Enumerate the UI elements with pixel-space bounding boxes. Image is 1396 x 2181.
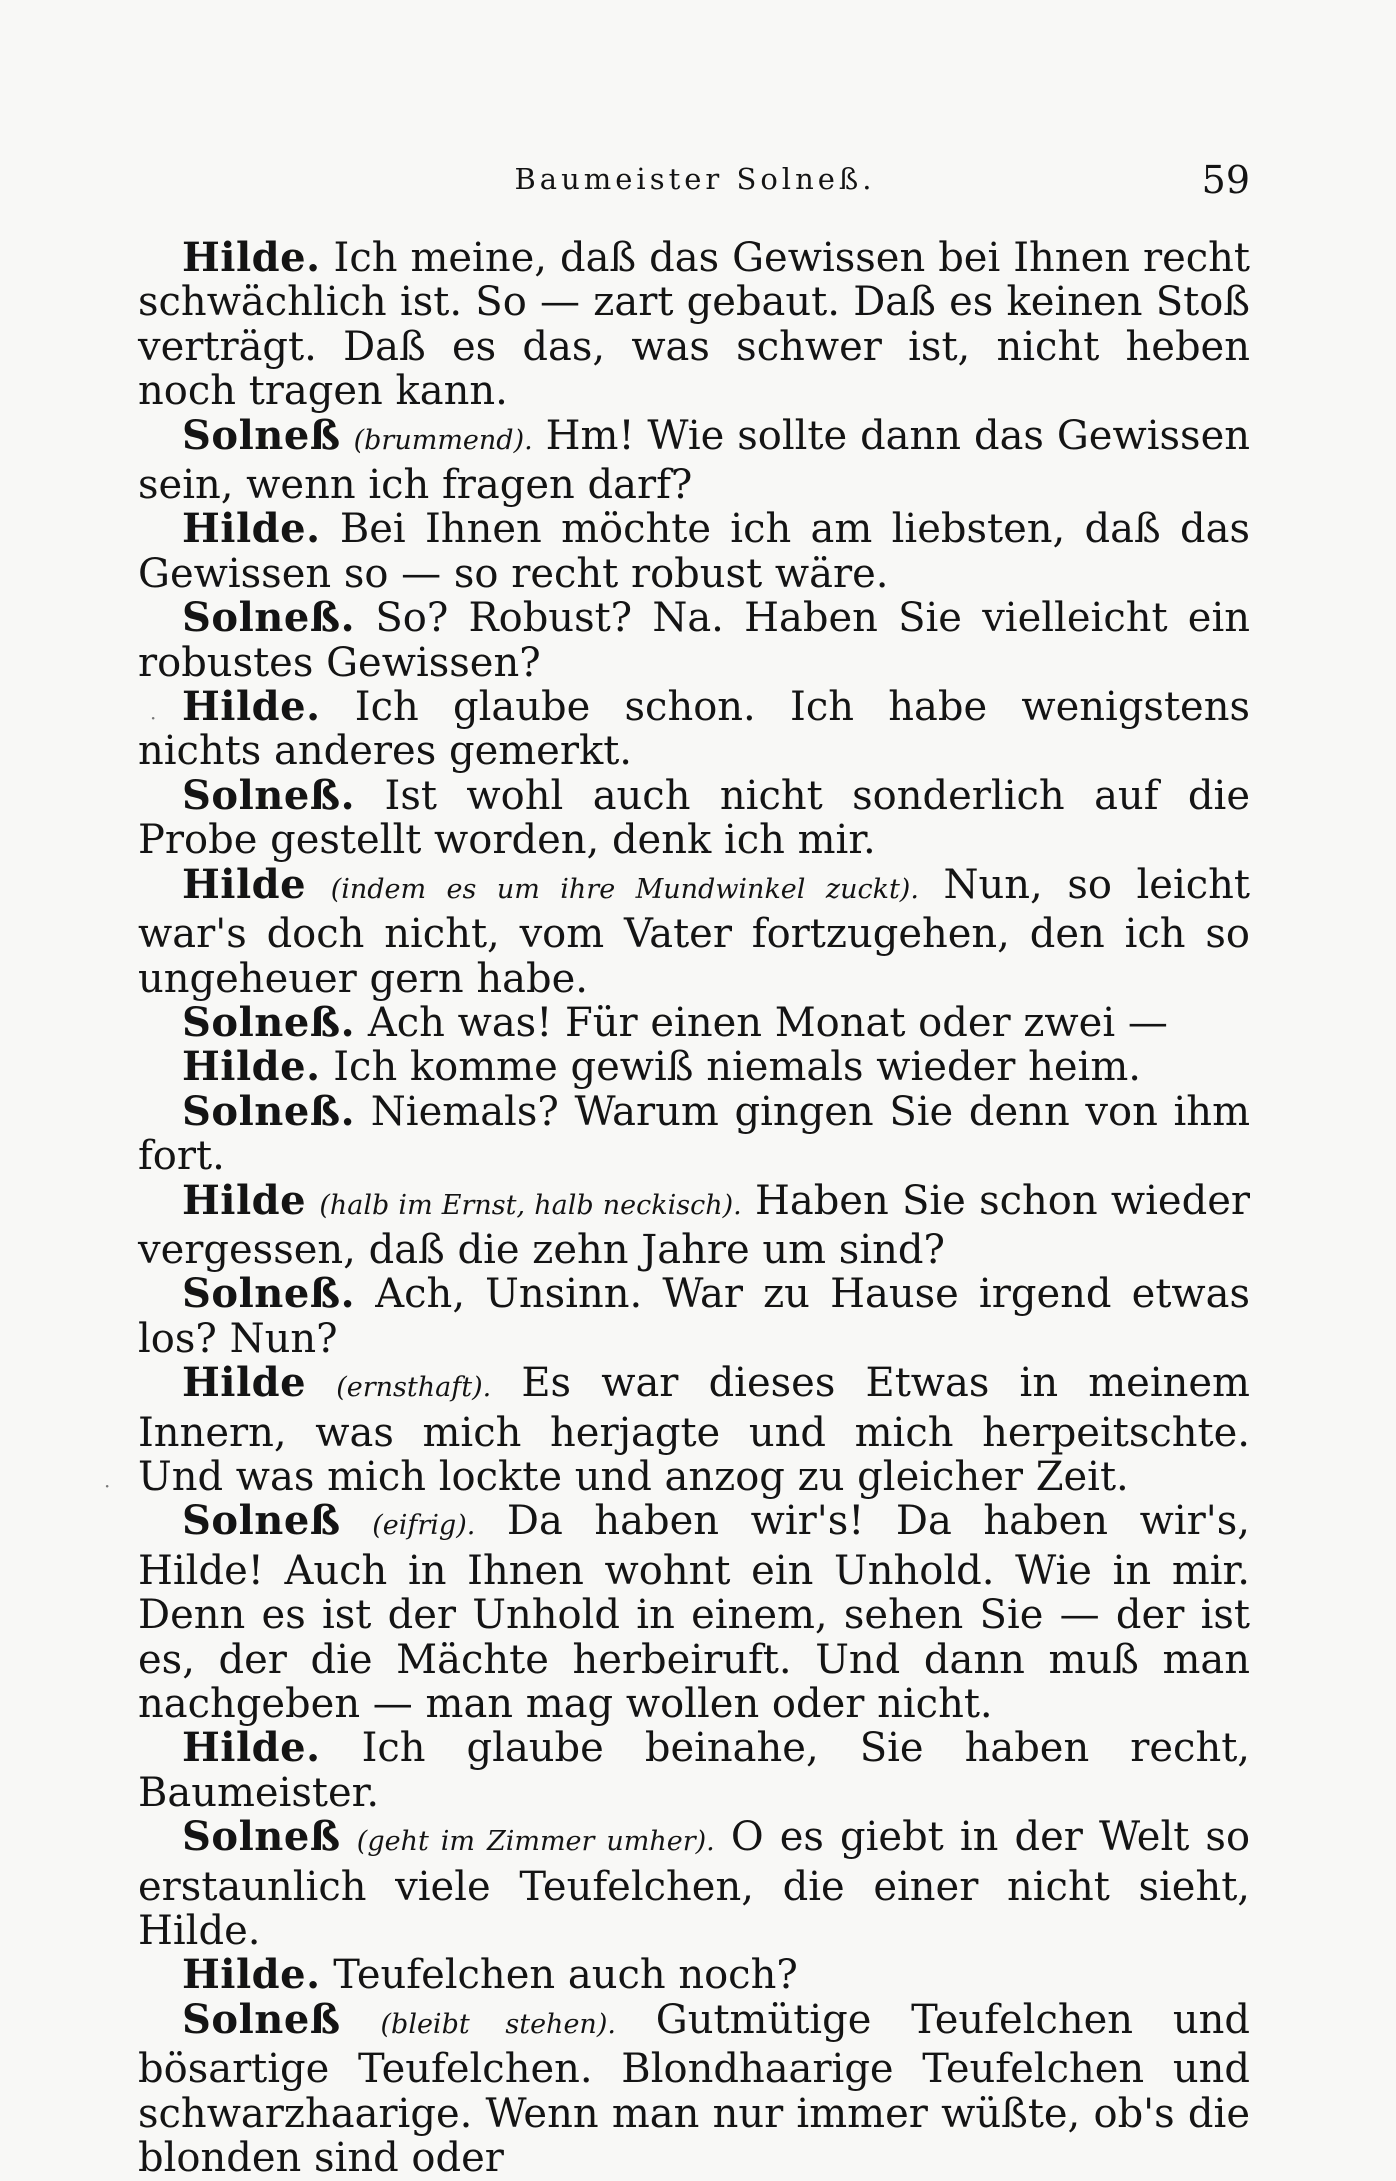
speaker-name: Hilde. xyxy=(182,234,321,281)
speaker-name: Solneß xyxy=(182,1813,341,1861)
line-text: Da haben wir's! Da haben wir's, Hilde! Auch in Ihnen wohnt ein Unhold. Wie in mir. Denn es ist der Unhold in einem, sehen Sie — der ist es, der die Mächte herbeiruft. Und dann muß man nachgeben — man mag wollen oder nicht. xyxy=(138,1498,1250,1727)
speaker-name: Solneß. xyxy=(182,998,356,1046)
line-text: Es war dieses Etwas in meinem Innern, was mich herjagte und mich herpeitschte. Und was mich lockte und anzog zu gleicher Zeit. xyxy=(138,1360,1250,1500)
page-number: 59 xyxy=(1201,158,1250,202)
stage-direction: (bleibt stehen). xyxy=(380,2008,616,2040)
paragraph xyxy=(138,411,1250,509)
speaker-name: Solneß xyxy=(182,1995,341,2043)
running-title: Baumeister Solneß. xyxy=(514,162,876,196)
paragraph xyxy=(138,1087,1250,1180)
paragraph xyxy=(138,1995,1250,2181)
paragraph xyxy=(138,596,1250,685)
paragraph xyxy=(138,507,1250,596)
speaker-name: Hilde xyxy=(182,860,307,908)
stage-direction: (geht im Zimmer umher). xyxy=(356,1826,715,1858)
stage-direction: (brummend). xyxy=(353,424,533,456)
paragraph xyxy=(138,860,1251,1002)
line-text: Hm! Wie sollte dann das Gewissen sein, wenn ich fragen darf? xyxy=(138,412,1250,509)
speaker-name: Hilde. xyxy=(182,683,321,731)
paragraph xyxy=(138,1499,1250,1726)
speaker-name: Solneß xyxy=(182,1497,341,1545)
line-text: Niemals? Warum gingen Sie denn von ihm fort. xyxy=(138,1088,1250,1180)
speaker-name: Solneß. xyxy=(182,771,356,819)
line-text: Ich glaube schon. Ich habe wenigstens nichts anderes gemerkt. xyxy=(138,684,1250,775)
line-text: Gutmütige Teufelchen und bösartige Teufelchen. Blondhaarige Teufelchen und schwarzhaarige. Wenn man nur immer wüßte, ob's die blonden sind oder xyxy=(138,1996,1250,2181)
stage-direction: (halb im Ernst, halb neckisch). xyxy=(319,1189,742,1221)
paragraph xyxy=(138,771,1250,864)
paragraph xyxy=(138,1953,1250,1997)
speaker-name: Solneß xyxy=(182,411,341,459)
speaker-name: Hilde. xyxy=(182,1043,321,1091)
stage-direction: (ernsthaft). xyxy=(336,1372,492,1404)
speaker-name: Hilde xyxy=(182,1359,307,1407)
paragraph xyxy=(138,1361,1250,1499)
line-text: Haben Sie schon wieder vergessen, daß die zehn Jahre um sind? xyxy=(138,1177,1251,1273)
speaker-name: Solneß. xyxy=(182,1270,356,1318)
paragraph xyxy=(138,1272,1250,1361)
paragraph xyxy=(138,1815,1250,1953)
speaker-name: Solneß. xyxy=(182,594,356,642)
stage-direction: (eifrig). xyxy=(372,1510,476,1542)
paragraph xyxy=(138,1045,1250,1089)
speaker-name: Hilde. xyxy=(182,1724,321,1772)
speaker-name: Solneß. xyxy=(182,1087,356,1135)
speaker-name: Hilde xyxy=(182,1176,307,1224)
speaker-name: Hilde. xyxy=(182,505,321,553)
line-text: So? Robust? Na. Haben Sie vielleicht ein robustes Gewissen? xyxy=(138,595,1251,686)
dialogue-text xyxy=(138,236,1250,2180)
line-text: Ich glaube beinahe, Sie haben recht, Baumeister. xyxy=(138,1725,1250,1816)
paragraph xyxy=(138,236,1250,414)
speaker-name: Hilde. xyxy=(182,1951,321,1999)
paragraph xyxy=(138,685,1250,774)
stray-mark: · xyxy=(104,1474,111,1498)
stray-mark: · xyxy=(150,706,157,730)
line-text: O es giebt in der Welt so erstaunlich viele Teufelchen, die einer nicht sieht, Hilde. xyxy=(138,1814,1251,1955)
line-text: Ist wohl auch nicht sonderlich auf die Probe gestellt worden, denk ich mir. xyxy=(138,772,1250,864)
page-header xyxy=(140,158,1250,206)
line-text: Ich komme gewiß niemals wieder heim. xyxy=(333,1044,1141,1091)
line-text: Bei Ihnen möchte ich am liebsten, daß das Gewissen so — so recht robust wäre. xyxy=(138,506,1251,597)
stage-direction: (indem es um ihre Mundwinkel zuckt). xyxy=(330,873,919,905)
line-text: Ach, Unsinn. War zu Hause irgend etwas los? Nun? xyxy=(138,1271,1251,1362)
line-text: Teufelchen auch noch? xyxy=(333,1952,798,1999)
paragraph xyxy=(138,1726,1250,1815)
paragraph xyxy=(138,1176,1251,1273)
line-text: Ach was! Für einen Monat oder zwei — xyxy=(367,999,1168,1046)
paragraph xyxy=(138,998,1250,1046)
line-text: Ich meine, daß das Gewissen bei Ihnen recht schwächlich ist. So — zart gebaut. Daß es keinen Stoß verträgt. Daß es das, was schwer ist, nicht heben noch tragen kann. xyxy=(138,235,1251,415)
line-text: Nun, so leicht war's doch nicht, vom Vater fortzugehen, den ich so ungeheuer gern habe. xyxy=(138,861,1251,1002)
